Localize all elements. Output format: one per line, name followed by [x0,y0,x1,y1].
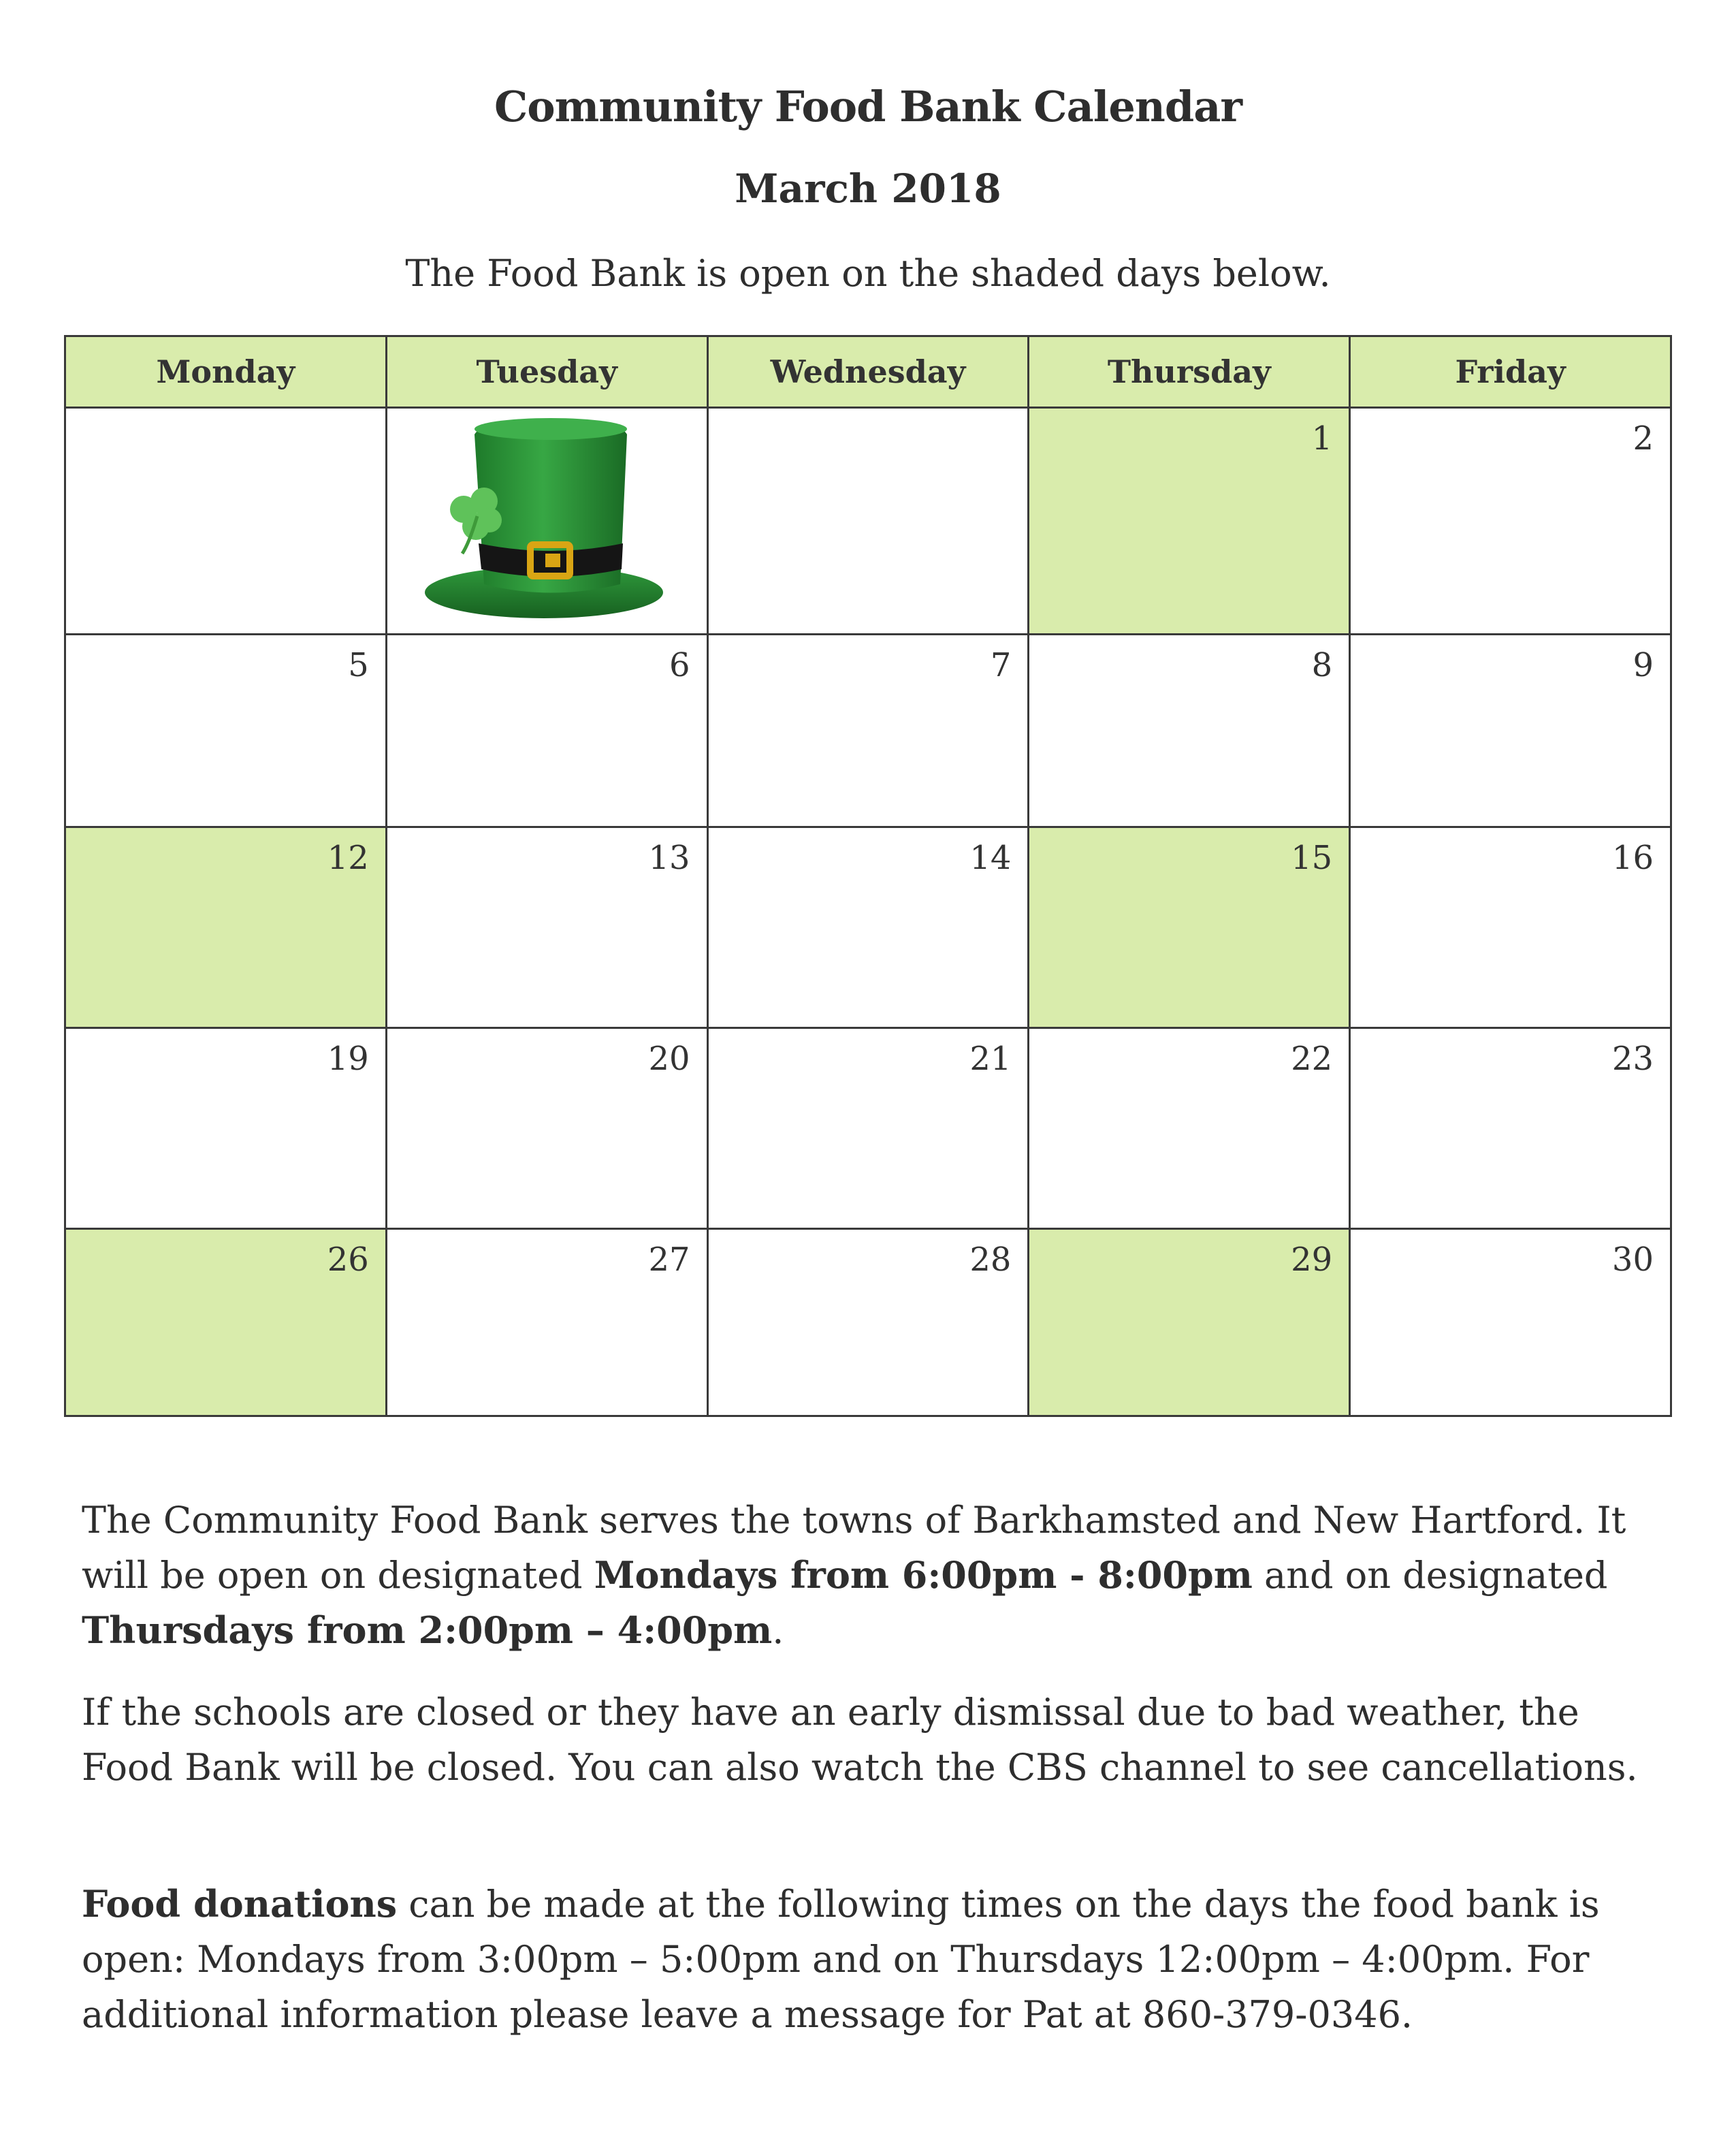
day-cell: 16 [1350,827,1671,1028]
month-heading: March 2018 [735,165,1001,212]
day-header-tuesday: Tuesday [386,336,707,408]
day-cell: 2 [1350,408,1671,635]
week-row [65,1028,1671,1229]
monday-hours: Mondays from 6:00pm - 8:00pm [594,1553,1253,1597]
hours-paragraph: The Community Food Bank serves the towns of Barkhamsted and New Hartford. It will be open on designated Mondays from 6:00pm - 8:00pm and on designated Thursdays from 2:00pm – 4:00pm. [82,1499,1626,1652]
day-cell: 8 [1029,635,1350,827]
day-cell: 23 [1350,1028,1671,1229]
week-row [65,827,1671,1028]
day-cell: 29 [1029,1229,1350,1416]
day-cell [386,408,707,635]
week-row [65,1229,1671,1416]
day-cell: 6 [386,635,707,827]
day-header-monday: Monday [65,336,387,408]
day-header-thursday: Thursday [1029,336,1350,408]
day-cell: 14 [707,827,1029,1028]
day-cell: 15 [1029,827,1350,1028]
day-cell: 9 [1350,635,1671,827]
calendar-header-row [65,336,1671,408]
week-row [65,635,1671,827]
day-cell: 26 [65,1229,387,1416]
closure-paragraph: If the schools are closed or they have an early dismissal due to bad weather, the Food Bank will be closed. You can also watch the CBS channel to see cancellations. [82,1691,1638,1789]
donations-label: Food donations [82,1882,398,1926]
day-cell: 12 [65,827,387,1028]
calendar-table [64,335,1672,1417]
leprechaun-hat-icon [421,414,673,625]
day-cell: 28 [707,1229,1029,1416]
day-cell: 20 [386,1028,707,1229]
day-cell [65,408,387,635]
day-cell: 7 [707,635,1029,827]
day-cell: 19 [65,1028,387,1229]
day-cell [707,408,1029,635]
day-cell: 13 [386,827,707,1028]
day-cell: 1 [1029,408,1350,635]
day-cell: 21 [707,1028,1029,1229]
day-cell: 27 [386,1229,707,1416]
day-cell: 22 [1029,1028,1350,1229]
week-row [65,408,1671,635]
intro-text: The Food Bank is open on the shaded days below. [405,252,1331,295]
donations-paragraph: Food donations can be made at the following times on the days the food bank is open: Mondays from 3:00pm – 5:00pm and on Thursdays 12:00pm – 4:00pm. For additional information please leave a message for Pat at 860-379-0346. [82,1882,1600,2036]
day-header-friday: Friday [1350,336,1671,408]
day-cell: 5 [65,635,387,827]
thursday-hours: Thursdays from 2:00pm – 4:00pm [82,1608,773,1652]
page-title: Community Food Bank Calendar [494,82,1242,131]
day-header-wednesday: Wednesday [707,336,1029,408]
day-cell: 30 [1350,1229,1671,1416]
